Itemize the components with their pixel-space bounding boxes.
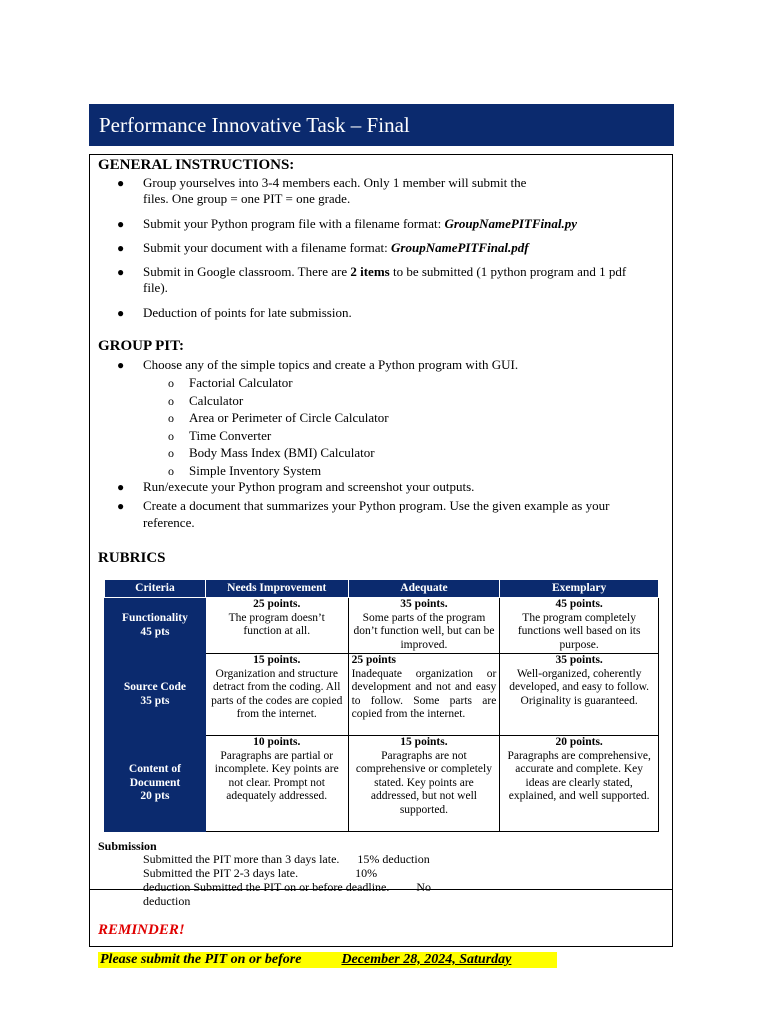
criteria-points: 45 pts xyxy=(140,625,170,638)
general-item-1-line-2: files. One group = one PIT = one grade. xyxy=(143,191,351,206)
general-item-4-line-2: file). xyxy=(143,280,168,295)
rubric-description: Well-organized, coherently developed, and easy to follow. Originality is guaranteed. xyxy=(509,667,650,707)
rubric-description: Inadequate organization or development and not and easy to follow. Some parts are copied from the internet. xyxy=(351,667,497,721)
submission-line-4: deduction xyxy=(143,894,191,908)
rubric-description: Some parts of the program don’t function well, but can be improved. xyxy=(353,611,495,651)
criteria-name: Document xyxy=(129,776,181,789)
bullet-icon: ● xyxy=(117,241,125,255)
rubric-points: 25 points xyxy=(351,654,397,666)
topic-item: Simple Inventory System xyxy=(189,463,322,478)
general-item-3-text: Submit your document with a filename format: xyxy=(143,240,392,255)
submission-line-3: deduction Submitted the PIT on or before deadline. No xyxy=(143,880,432,894)
topic-item: Area or Perimeter of Circle Calculator xyxy=(189,410,389,425)
rubric-cell xyxy=(348,598,500,654)
criteria-name: Functionality xyxy=(122,611,188,624)
rubric-points: 25 points. xyxy=(253,598,301,610)
rubric-points: 35 points. xyxy=(400,598,448,610)
rubric-cell xyxy=(500,598,659,654)
rubric-points: 10 points. xyxy=(253,736,301,748)
rubric-cell xyxy=(205,736,348,832)
sub-bullet-icon: o xyxy=(168,429,174,443)
sub-bullet-icon: o xyxy=(168,376,174,390)
rubric-cell xyxy=(500,654,659,736)
general-item-1-line-1: Group yourselves into 3-4 members each. Only 1 member will submit the xyxy=(143,175,527,190)
rubric-cell xyxy=(205,654,348,736)
deadline-date: December 28, 2024, Saturday xyxy=(341,952,512,967)
column-header: Adequate xyxy=(348,580,500,598)
table-row xyxy=(105,736,659,832)
rubrics-heading: RUBRICS xyxy=(98,550,166,566)
rubric-points: 15 points. xyxy=(253,654,301,666)
rubric-cell xyxy=(500,736,659,832)
table-row xyxy=(105,654,659,736)
bullet-icon: ● xyxy=(117,499,125,513)
rubric-cell xyxy=(205,598,348,654)
general-item-4-part-c: to be submitted (1 python program and 1 pdf xyxy=(389,264,627,279)
general-item-4-line-1 xyxy=(143,264,626,280)
rubric-description: Paragraphs are partial or incomplete. Key points are not clear. Prompt not adequately addressed. xyxy=(214,749,339,803)
rubric-points: 45 points. xyxy=(555,598,603,610)
sub-bullet-icon: o xyxy=(168,464,174,478)
bullet-icon: ● xyxy=(117,176,125,190)
criteria-name: Content of xyxy=(128,763,181,776)
rubric-points: 20 points. xyxy=(555,736,603,748)
column-header: Criteria xyxy=(105,580,206,598)
general-item-4-items: 2 items xyxy=(350,264,390,279)
group-pit-heading: GROUP PIT: xyxy=(98,338,184,354)
bullet-icon: ● xyxy=(117,265,125,279)
general-item-5: Deduction of points for late submission. xyxy=(143,305,352,320)
rubric-points: 35 points. xyxy=(555,654,603,666)
bullet-icon: ● xyxy=(117,306,125,320)
criteria-cell xyxy=(105,598,206,654)
rubric-description: The program doesn’t function at all. xyxy=(228,611,325,638)
column-header: Needs Improvement xyxy=(205,580,348,598)
rubric-cell xyxy=(348,736,500,832)
submission-heading: Submission xyxy=(98,839,157,853)
submission-line-2: Submitted the PIT 2-3 days late. 10% xyxy=(143,866,378,880)
bullet-icon: ● xyxy=(117,358,125,372)
table-header-row xyxy=(105,580,659,598)
group-item-2: Run/execute your Python program and screenshot your outputs. xyxy=(143,479,475,494)
group-item-3-line-1: Create a document that summarizes your Python program. Use the given example as your xyxy=(143,498,610,513)
python-filename: GroupNamePITFinal.py xyxy=(444,216,578,231)
topic-item: Time Converter xyxy=(189,428,272,443)
rubrics-table xyxy=(104,579,659,832)
submission-line-1: Submitted the PIT more than 3 days late. 15% deduction xyxy=(143,852,430,866)
criteria-cell xyxy=(105,736,206,832)
general-item-2 xyxy=(143,216,577,232)
general-item-3 xyxy=(143,240,529,256)
topic-item: Calculator xyxy=(189,393,244,408)
general-item-2-text: Submit your Python program file with a filename format: xyxy=(143,216,445,231)
rubric-cell xyxy=(348,654,500,736)
page-title: Performance Innovative Task – Final xyxy=(89,104,674,146)
bullet-icon: ● xyxy=(117,217,125,231)
column-header: Exemplary xyxy=(500,580,659,598)
topic-item: Body Mass Index (BMI) Calculator xyxy=(189,445,375,460)
criteria-points: 20 pts xyxy=(140,790,170,803)
deadline-notice xyxy=(98,952,557,968)
rubric-description: The program completely functions well based on its purpose. xyxy=(517,611,641,651)
group-item-1: Choose any of the simple topics and create a Python program with GUI. xyxy=(143,357,519,372)
sub-bullet-icon: o xyxy=(168,446,174,460)
rubric-description: Paragraphs are not comprehensive or completely stated. Key points are addressed, but not well supported. xyxy=(355,749,492,816)
general-item-4-part-a: Submit in Google classroom. There are xyxy=(143,264,351,279)
bullet-icon: ● xyxy=(117,480,125,494)
reminder-label: REMINDER! xyxy=(98,922,185,938)
group-item-3-line-2: reference. xyxy=(143,515,195,530)
criteria-name: Source Code xyxy=(123,680,186,693)
sub-bullet-icon: o xyxy=(168,394,174,408)
table-row xyxy=(105,598,659,654)
rubric-description: Organization and structure detract from the coding. All parts of the codes are copied from the internet. xyxy=(211,667,343,721)
general-instructions-heading: GENERAL INSTRUCTIONS: xyxy=(98,157,295,173)
criteria-points: 35 pts xyxy=(140,694,170,707)
criteria-cell xyxy=(105,654,206,736)
rubric-description: Paragraphs are comprehensive, accurate and complete. Key ideas are clearly stated, explained, and well supported. xyxy=(507,749,651,803)
rubric-points: 15 points. xyxy=(400,736,448,748)
deadline-prefix: Please submit the PIT on or before xyxy=(100,952,302,967)
pdf-filename: GroupNamePITFinal.pdf xyxy=(391,240,529,255)
topic-item: Factorial Calculator xyxy=(189,375,293,390)
sub-bullet-icon: o xyxy=(168,411,174,425)
